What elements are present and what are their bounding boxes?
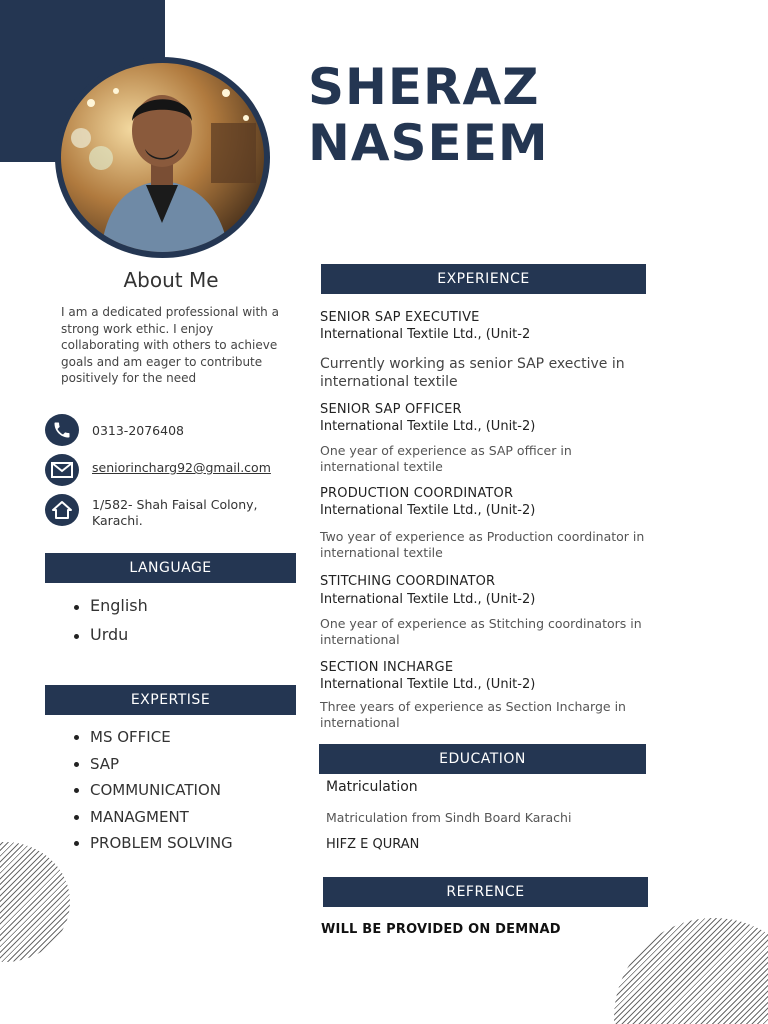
job-company: International Textile Ltd., (Unit-2)	[320, 592, 536, 607]
job-company: International Textile Ltd., (Unit-2)	[320, 503, 536, 518]
reference-heading: REFRENCE	[323, 877, 648, 907]
job-description: Two year of experience as Production coordinator in international textile	[320, 529, 645, 560]
language-list	[72, 596, 148, 654]
language-heading: LANGUAGE	[45, 553, 296, 583]
about-title: About Me	[123, 268, 219, 292]
expertise-heading: EXPERTISE	[45, 685, 296, 715]
degree-description: Matriculation from Sindh Board Karachi	[326, 810, 572, 825]
list-item: MS OFFICE	[72, 727, 233, 754]
job-description: Three years of experience as Section Incharge in international	[320, 699, 626, 730]
degree-title: Matriculation	[326, 779, 418, 795]
job-title: SENIOR SAP EXECUTIVE	[320, 310, 480, 325]
reference-text: WILL BE PROVIDED ON DEMNAD	[321, 922, 561, 937]
job-title: SECTION INCHARGE	[320, 660, 454, 675]
hatched-circle-decoration	[0, 842, 70, 962]
about-text: I am a dedicated professional with a strong work ethic. I enjoy collaborating with others to achieve goals and am eager to contribute positively for the need	[61, 305, 279, 385]
job-company: International Textile Ltd., (Unit-2)	[320, 677, 536, 692]
list-item: PROBLEM SOLVING	[72, 833, 233, 860]
job-description: One year of experience as SAP officer in international textile	[320, 443, 572, 474]
first-name: SHERAZ	[308, 58, 540, 116]
list-item: English	[72, 596, 148, 625]
home-icon	[45, 494, 79, 526]
job-title: SENIOR SAP OFFICER	[320, 402, 462, 417]
education-heading: EDUCATION	[319, 744, 646, 774]
mail-icon	[45, 454, 79, 486]
list-item: MANAGMENT	[72, 807, 233, 834]
job-company: International Textile Ltd., (Unit-2)	[320, 419, 536, 434]
job-title: STITCHING COORDINATOR	[320, 574, 496, 589]
expertise-list	[72, 727, 233, 860]
phone-number: 0313-2076408	[92, 423, 184, 438]
list-item: Urdu	[72, 625, 148, 654]
hatched-circle-decoration	[614, 918, 768, 1024]
list-item: SAP	[72, 754, 233, 781]
job-description: One year of experience as Stitching coordinators in international	[320, 616, 642, 647]
phone-icon	[45, 414, 79, 446]
job-company: International Textile Ltd., (Unit-2	[320, 327, 531, 342]
job-description: Currently working as senior SAP exective in international textile	[320, 356, 625, 390]
address: 1/582- Shah Faisal Colony, Karachi.	[92, 497, 258, 528]
job-title: PRODUCTION COORDINATOR	[320, 486, 514, 501]
last-name: NASEEM	[308, 114, 549, 172]
profile-photo	[61, 63, 264, 252]
degree-title: HIFZ E QURAN	[326, 837, 420, 852]
list-item: COMMUNICATION	[72, 780, 233, 807]
experience-heading: EXPERIENCE	[321, 264, 646, 294]
email-link[interactable]: seniorincharg92@gmail.com	[92, 460, 271, 475]
